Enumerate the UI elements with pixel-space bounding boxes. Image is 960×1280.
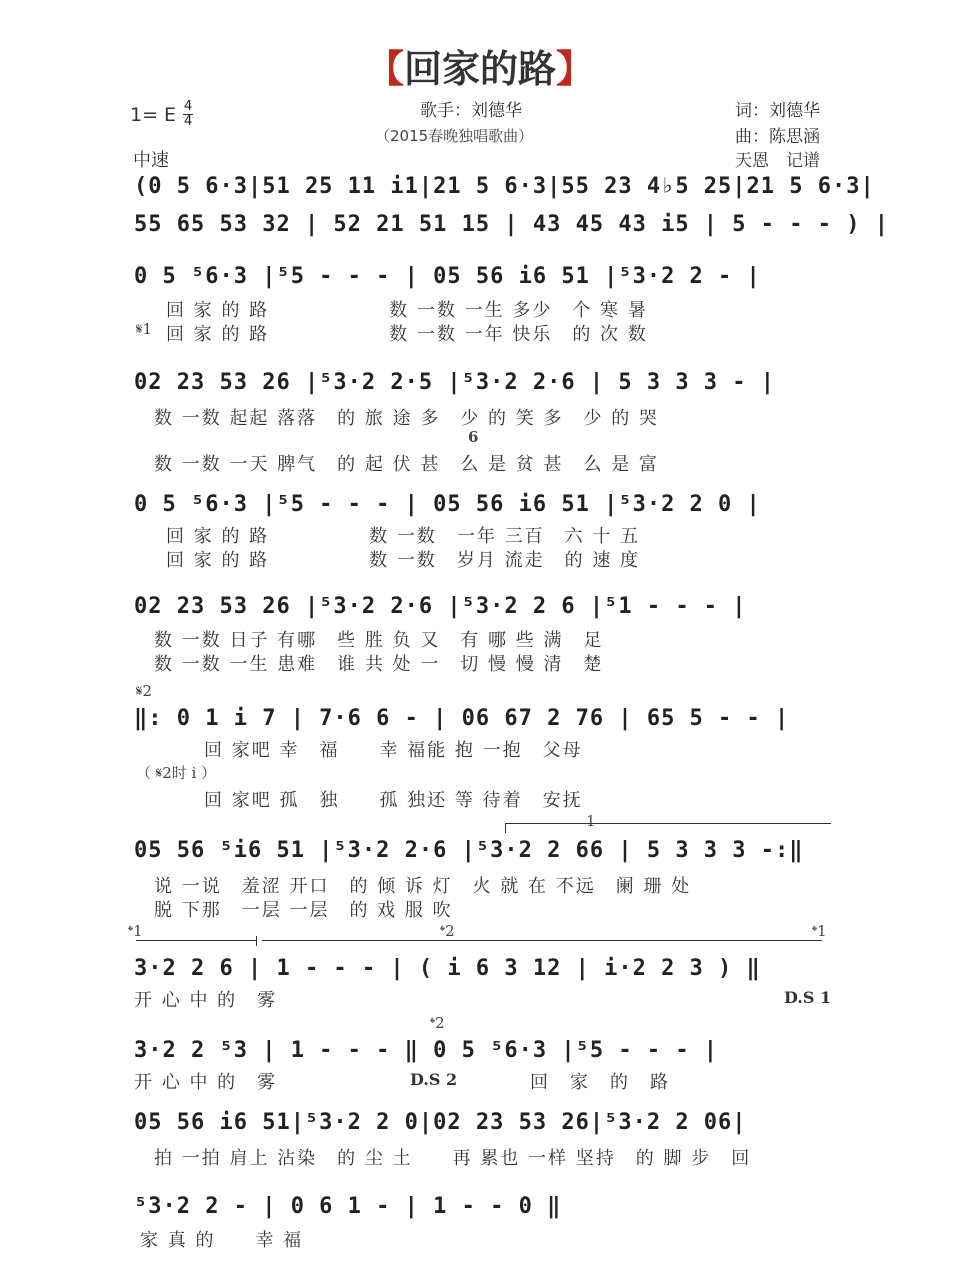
volta-1-label: 1 [586, 812, 596, 830]
time-signature-top: 4 [184, 99, 193, 114]
lyric-row-10: 开 心 中 的 雾 [134, 1072, 278, 1093]
lyric-row-7-verse-2: 回 家吧 孤 独 孤 独还 等 待着 安抚 [204, 790, 583, 811]
score-row-2: 55 65 53 32 | 52 21 51 15 | 43 45 43 i5 | 5 - - - ) | [134, 212, 889, 237]
ds-2-marking: D.S 2 [410, 1070, 458, 1089]
lyric-row-3-verse-1: 回 家 的 路 数 一数 一生 多少 个 寒 暑 [166, 300, 648, 321]
composer-credit: 曲：陈思涵 [735, 127, 820, 147]
score-row-6: 02 23 53 26 |⁵3·2 2·6 |⁵3·2 2 6 |⁵1 - - - | [134, 594, 747, 619]
singer-credit: 歌手：刘德华 [420, 101, 522, 121]
lyric-row-8-verse-2: 脱 下那 一层 一层 的 戏 服 吹 [154, 900, 453, 921]
score-row-7: ‖: 0 1 i 7 | 7·6 6 - | 06 67 2 76 | 65 5 - - | [134, 706, 790, 731]
lyric-row-7-verse-1: 回 家吧 幸 福 幸 福能 抱 一抱 父母 [204, 740, 583, 761]
score-row-10: 3·2 2 ⁵3 | 1 - - - ‖ 0 5 ⁵6·3 |⁵5 - - - | [134, 1038, 719, 1063]
coda-1-line-end [256, 936, 257, 946]
coda-2-mark: 𝄌2 [430, 1014, 445, 1032]
volta-1-bracket-start [505, 823, 506, 833]
lyricist-credit: 词：刘德华 [735, 101, 820, 121]
lyric-row-9: 开 心 中 的 雾 [134, 990, 278, 1011]
coda-1-line [136, 940, 256, 941]
time-signature [183, 100, 193, 128]
key-signature: 1= E [130, 104, 177, 126]
lyric-row-6-verse-1: 数 一数 日子 有哪 些 胜 负 又 有 哪 些 满 足 [154, 630, 604, 651]
time-signature-bottom: 4 [184, 114, 193, 129]
volta-1-bracket [505, 823, 831, 824]
lyric-row-12: 家 真 的 幸 福 [140, 1230, 304, 1251]
lyric-row-4-verse-1: 数 一数 起起 落落 的 旅 途 多 少 的 笑 多 少 的 哭 [154, 408, 659, 429]
coda-2-line [262, 940, 822, 941]
title-bracket-left: 【 [365, 47, 404, 91]
lyric-row-5-verse-1: 回 家 的 路 数 一数 一年 三百 六 十 五 [166, 526, 641, 547]
ds-1-marking: D.S 1 [784, 988, 832, 1007]
coda-1-right-mark: 𝄌1 [812, 922, 827, 940]
segno-1-mark: 𝄋1 [136, 320, 152, 338]
segno-2-alt-note: （ 𝄋2时 i ） [136, 764, 217, 782]
tempo-marking: 中速 [133, 150, 169, 171]
lyric-row-11: 拍 一拍 肩上 沾染 的 尘 土 再 累也 一样 坚持 的 脚 步 回 [154, 1148, 752, 1169]
lyric-row-3-verse-2: 回 家 的 路 数 一数 一年 快乐 的 次 数 [166, 324, 648, 345]
lyric-row-8-verse-1: 说 一说 羞涩 开口 的 倾 诉 灯 火 就 在 不远 阑 珊 处 [154, 876, 692, 897]
score-row-3: 0 5 ⁵6·3 |⁵5 - - - | 05 56 i6 51 |⁵3·2 2 - | [134, 264, 761, 289]
transcriber-credit: 天恩 记谱 [735, 151, 820, 171]
score-row-11: 05 56 i6 51|⁵3·2 2 0|02 23 53 26|⁵3·2 2 06| [134, 1110, 747, 1135]
lyric-row-10-coda: 回 家 的 路 [530, 1072, 670, 1093]
segno-2-mark: 𝄋2 [136, 682, 152, 700]
lyric-row-5-verse-2: 回 家 的 路 数 一数 岁月 流走 的 速 度 [166, 550, 641, 571]
song-title [0, 38, 960, 93]
score-row-1: (0 5 6·3|51 25 11 i1|21 5 6·3|55 23 4♭5 25|21 5 6·3| [134, 174, 875, 199]
score-row-12: ⁵3·2 2 - | 0 6 1 - | 1 - - 0 ‖ [134, 1194, 562, 1219]
occasion-note: （2015春晚独唱歌曲） [375, 127, 534, 145]
lyric-row-6-verse-2: 数 一数 一生 患难 谁 共 处 一 切 慢 慢 清 楚 [154, 654, 604, 675]
title-bracket-right: 】 [556, 47, 595, 91]
score-row-9: 3·2 2 6 | 1 - - - | ( i 6 3 12 | i·2 2 3 ) ‖ [134, 956, 761, 981]
lyric-row-4-verse-2: 数 一数 一天 脾气 的 起 伏 甚 么 是 贫 甚 么 是 富 [154, 454, 659, 475]
title-text: 回家的路 [403, 47, 556, 91]
alternate-note: 6 [468, 428, 479, 446]
score-row-5: 0 5 ⁵6·3 |⁵5 - - - | 05 56 i6 51 |⁵3·2 2 0 | [134, 492, 761, 517]
coda-2-mid-mark: 𝄌2 [440, 922, 455, 940]
score-row-4: 02 23 53 26 |⁵3·2 2·5 |⁵3·2 2·6 | 5 3 3 3 - | [134, 370, 776, 395]
score-row-8: 05 56 ⁵i6 51 |⁵3·2 2·6 |⁵3·2 2 66 | 5 3 3 3 -:‖ [134, 838, 804, 863]
coda-1-left-mark: 𝄌1 [128, 922, 143, 940]
